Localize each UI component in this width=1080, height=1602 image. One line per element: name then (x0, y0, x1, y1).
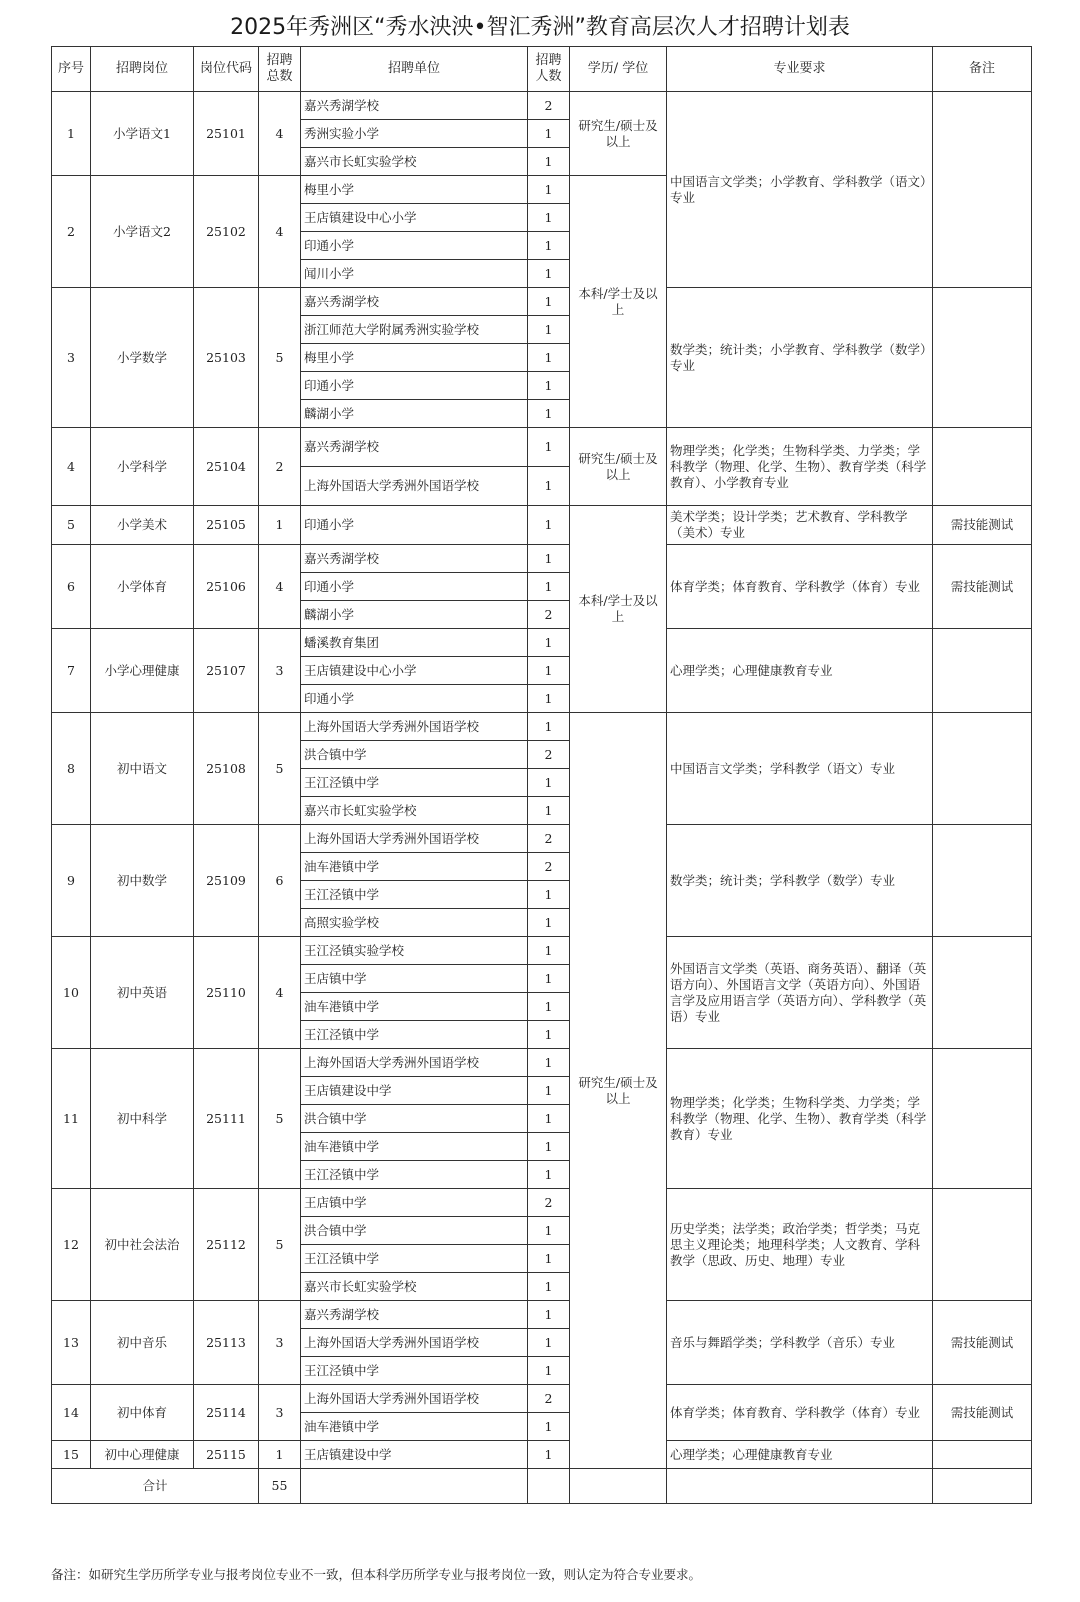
remark-cell: 需技能测试 (933, 1385, 1032, 1441)
unit-cell: 麟湖小学 (301, 601, 528, 629)
post-code: 25106 (194, 545, 259, 629)
count-cell: 1 (528, 1273, 570, 1301)
unit-cell: 嘉兴秀湖学校 (301, 288, 528, 316)
unit-cell: 上海外国语大学秀洲外国语学校 (301, 1329, 528, 1357)
post-code: 25108 (194, 713, 259, 825)
count-cell: 1 (528, 713, 570, 741)
post-total: 1 (259, 1441, 301, 1469)
post-no: 5 (52, 506, 91, 545)
count-cell: 1 (528, 1133, 570, 1161)
post-no: 2 (52, 176, 91, 288)
count-cell: 1 (528, 428, 570, 467)
table-row (52, 825, 1032, 853)
count-cell: 1 (528, 467, 570, 506)
header-total: 招聘总数 (259, 47, 301, 92)
post-code: 25113 (194, 1301, 259, 1385)
unit-cell: 嘉兴秀湖学校 (301, 92, 528, 120)
total-value: 55 (259, 1469, 301, 1504)
post-total: 5 (259, 1049, 301, 1189)
count-cell: 1 (528, 260, 570, 288)
unit-cell: 油车港镇中学 (301, 1413, 528, 1441)
count-cell: 2 (528, 741, 570, 769)
post-code: 25109 (194, 825, 259, 937)
post-name: 小学科学 (91, 428, 194, 506)
empty-cell (528, 1469, 570, 1504)
major-cell: 体育学类；体育教育、学科教学（体育）专业 (667, 545, 933, 629)
post-total: 4 (259, 545, 301, 629)
major-cell: 数学类；统计类；小学教育、学科教学（数学）专业 (667, 288, 933, 428)
remark-cell (933, 1189, 1032, 1301)
header-remark: 备注 (933, 47, 1032, 92)
count-cell: 2 (528, 825, 570, 853)
header-edu: 学历/ 学位 (570, 47, 667, 92)
count-cell: 1 (528, 1413, 570, 1441)
count-cell: 1 (528, 1245, 570, 1273)
remark-cell (933, 937, 1032, 1049)
post-total: 4 (259, 937, 301, 1049)
post-name: 初中数学 (91, 825, 194, 937)
unit-cell: 浙江师范大学附属秀洲实验学校 (301, 316, 528, 344)
count-cell: 1 (528, 344, 570, 372)
remark-cell (933, 92, 1032, 288)
unit-cell: 王江泾镇中学 (301, 1245, 528, 1273)
unit-cell: 闻川小学 (301, 260, 528, 288)
unit-cell: 印通小学 (301, 372, 528, 400)
post-code: 25103 (194, 288, 259, 428)
count-cell: 2 (528, 92, 570, 120)
count-cell: 1 (528, 797, 570, 825)
unit-cell: 嘉兴市长虹实验学校 (301, 797, 528, 825)
unit-cell: 梅里小学 (301, 344, 528, 372)
table-row (52, 1385, 1032, 1413)
unit-cell: 秀洲实验小学 (301, 120, 528, 148)
major-cell: 物理学类；化学类；生物科学类、力学类；学科教学（物理、化学、生物）、教育学类（科学教育）、小学教育专业 (667, 428, 933, 506)
major-cell: 心理学类；心理健康教育专业 (667, 1441, 933, 1469)
post-total: 6 (259, 825, 301, 937)
unit-cell: 王江泾镇中学 (301, 1357, 528, 1385)
recruitment-table-container (51, 46, 1031, 1504)
count-cell: 1 (528, 685, 570, 713)
unit-cell: 油车港镇中学 (301, 993, 528, 1021)
count-cell: 1 (528, 909, 570, 937)
post-total: 2 (259, 428, 301, 506)
remark-cell (933, 629, 1032, 713)
count-cell: 1 (528, 372, 570, 400)
major-cell: 体育学类；体育教育、学科教学（体育）专业 (667, 1385, 933, 1441)
post-no: 4 (52, 428, 91, 506)
post-name: 初中英语 (91, 937, 194, 1049)
count-cell: 1 (528, 1357, 570, 1385)
count-cell: 1 (528, 316, 570, 344)
count-cell: 1 (528, 657, 570, 685)
edu-cell: 研究生/硕士及以上 (570, 713, 667, 1469)
unit-cell: 麟湖小学 (301, 400, 528, 428)
post-code: 25105 (194, 506, 259, 545)
edu-cell: 研究生/硕士及以上 (570, 92, 667, 176)
empty-cell (667, 1469, 933, 1504)
table-row (52, 937, 1032, 965)
post-no: 7 (52, 629, 91, 713)
remark-cell (933, 1441, 1032, 1469)
post-no: 8 (52, 713, 91, 825)
count-cell: 1 (528, 769, 570, 797)
table-row (52, 428, 1032, 467)
count-cell: 1 (528, 400, 570, 428)
edu-cell: 本科/学士及以上 (570, 176, 667, 428)
count-cell: 1 (528, 993, 570, 1021)
unit-cell: 王江泾镇实验学校 (301, 937, 528, 965)
major-cell: 数学类；统计类；学科教学（数学）专业 (667, 825, 933, 937)
edu-cell: 本科/学士及以上 (570, 506, 667, 713)
post-no: 9 (52, 825, 91, 937)
post-no: 15 (52, 1441, 91, 1469)
unit-cell: 王店镇建设中学 (301, 1077, 528, 1105)
unit-cell: 印通小学 (301, 506, 528, 545)
unit-cell: 嘉兴秀湖学校 (301, 545, 528, 573)
unit-cell: 王店镇中学 (301, 1189, 528, 1217)
unit-cell: 上海外国语大学秀洲外国语学校 (301, 1385, 528, 1413)
table-row (52, 1441, 1032, 1469)
unit-cell: 印通小学 (301, 573, 528, 601)
post-total: 5 (259, 713, 301, 825)
header-major: 专业要求 (667, 47, 933, 92)
post-no: 10 (52, 937, 91, 1049)
count-cell: 1 (528, 881, 570, 909)
count-cell: 2 (528, 1189, 570, 1217)
count-cell: 1 (528, 204, 570, 232)
unit-cell: 梅里小学 (301, 176, 528, 204)
unit-cell: 王店镇中学 (301, 965, 528, 993)
empty-cell (301, 1469, 528, 1504)
post-name: 初中语文 (91, 713, 194, 825)
header-row (52, 47, 1032, 92)
table-row (52, 288, 1032, 316)
post-code: 25115 (194, 1441, 259, 1469)
unit-cell: 蟠溪教育集团 (301, 629, 528, 657)
post-total: 4 (259, 176, 301, 288)
table-row (52, 713, 1032, 741)
post-no: 3 (52, 288, 91, 428)
post-name: 初中心理健康 (91, 1441, 194, 1469)
post-name: 初中社会法治 (91, 1189, 194, 1301)
major-cell: 音乐与舞蹈学类；学科教学（音乐）专业 (667, 1301, 933, 1385)
major-cell: 中国语言文学类；小学教育、学科教学（语文）专业 (667, 92, 933, 288)
remark-cell: 需技能测试 (933, 1301, 1032, 1385)
remark-cell: 需技能测试 (933, 545, 1032, 629)
post-code: 25101 (194, 92, 259, 176)
unit-cell: 上海外国语大学秀洲外国语学校 (301, 825, 528, 853)
total-label: 合计 (52, 1469, 259, 1504)
unit-cell: 油车港镇中学 (301, 853, 528, 881)
count-cell: 1 (528, 629, 570, 657)
major-cell: 物理学类；化学类；生物科学类、力学类；学科教学（物理、化学、生物）、教育学类（科学教育）专业 (667, 1049, 933, 1189)
post-code: 25111 (194, 1049, 259, 1189)
post-no: 1 (52, 92, 91, 176)
count-cell: 1 (528, 1049, 570, 1077)
remark-cell (933, 713, 1032, 825)
count-cell: 1 (528, 937, 570, 965)
empty-cell (933, 1469, 1032, 1504)
major-cell: 外国语言文学类（英语、商务英语）、翻译（英语方向）、外国语言文学（英语方向）、外国语言学及应用语言学（英语方向）、学科教学（英语）专业 (667, 937, 933, 1049)
table-row (52, 92, 1032, 120)
count-cell: 1 (528, 1021, 570, 1049)
count-cell: 1 (528, 965, 570, 993)
unit-cell: 高照实验学校 (301, 909, 528, 937)
footnote: 备注：如研究生学历所学专业与报考岗位专业不一致，但本科学历所学专业与报考岗位一致，则认定为符合专业要求。 (51, 1567, 702, 1582)
count-cell: 1 (528, 506, 570, 545)
recruitment-table (51, 46, 1032, 1504)
count-cell: 2 (528, 601, 570, 629)
major-cell: 美术学类；设计学类；艺术教育、学科教学（美术）专业 (667, 506, 933, 545)
count-cell: 1 (528, 148, 570, 176)
count-cell: 1 (528, 176, 570, 204)
unit-cell: 王店镇建设中学 (301, 1441, 528, 1469)
post-name: 小学体育 (91, 545, 194, 629)
unit-cell: 上海外国语大学秀洲外国语学校 (301, 713, 528, 741)
post-no: 14 (52, 1385, 91, 1441)
post-total: 3 (259, 629, 301, 713)
empty-cell (570, 1469, 667, 1504)
post-name: 初中体育 (91, 1385, 194, 1441)
remark-cell (933, 825, 1032, 937)
count-cell: 1 (528, 1301, 570, 1329)
count-cell: 1 (528, 1105, 570, 1133)
header-unit: 招聘单位 (301, 47, 528, 92)
count-cell: 1 (528, 1329, 570, 1357)
post-code: 25107 (194, 629, 259, 713)
count-cell: 1 (528, 1441, 570, 1469)
page-title: 2025年秀洲区“秀水泱泱•智汇秀洲”教育高层次人才招聘计划表 (230, 15, 850, 40)
header-count: 招聘人数 (528, 47, 570, 92)
unit-cell: 王店镇建设中心小学 (301, 657, 528, 685)
count-cell: 1 (528, 288, 570, 316)
unit-cell: 上海外国语大学秀洲外国语学校 (301, 467, 528, 506)
unit-cell: 洪合镇中学 (301, 1105, 528, 1133)
unit-cell: 上海外国语大学秀洲外国语学校 (301, 1049, 528, 1077)
unit-cell: 油车港镇中学 (301, 1133, 528, 1161)
table-row (52, 1189, 1032, 1217)
count-cell: 1 (528, 545, 570, 573)
post-total: 3 (259, 1385, 301, 1441)
unit-cell: 王江泾镇中学 (301, 1021, 528, 1049)
post-name: 小学数学 (91, 288, 194, 428)
unit-cell: 嘉兴市长虹实验学校 (301, 1273, 528, 1301)
post-code: 25104 (194, 428, 259, 506)
header-code: 岗位代码 (194, 47, 259, 92)
header-position: 招聘岗位 (91, 47, 194, 92)
post-total: 5 (259, 1189, 301, 1301)
unit-cell: 洪合镇中学 (301, 741, 528, 769)
post-name: 小学语文2 (91, 176, 194, 288)
unit-cell: 洪合镇中学 (301, 1217, 528, 1245)
post-code: 25112 (194, 1189, 259, 1301)
major-cell: 历史学类；法学类；政治学类；哲学类；马克思主义理论类；地理科学类；人文教育、学科教学（思政、历史、地理）专业 (667, 1189, 933, 1301)
count-cell: 1 (528, 1217, 570, 1245)
table-row (52, 1049, 1032, 1077)
post-total: 5 (259, 288, 301, 428)
post-code: 25110 (194, 937, 259, 1049)
post-total: 1 (259, 506, 301, 545)
post-name: 小学心理健康 (91, 629, 194, 713)
post-no: 11 (52, 1049, 91, 1189)
count-cell: 2 (528, 853, 570, 881)
unit-cell: 嘉兴秀湖学校 (301, 1301, 528, 1329)
major-cell: 心理学类；心理健康教育专业 (667, 629, 933, 713)
post-name: 初中音乐 (91, 1301, 194, 1385)
count-cell: 1 (528, 1077, 570, 1105)
count-cell: 1 (528, 120, 570, 148)
post-code: 25114 (194, 1385, 259, 1441)
post-no: 13 (52, 1301, 91, 1385)
post-no: 6 (52, 545, 91, 629)
header-no: 序号 (52, 47, 91, 92)
post-name: 小学美术 (91, 506, 194, 545)
count-cell: 1 (528, 1161, 570, 1189)
unit-cell: 嘉兴市长虹实验学校 (301, 148, 528, 176)
unit-cell: 王江泾镇中学 (301, 1161, 528, 1189)
unit-cell: 王江泾镇中学 (301, 881, 528, 909)
post-name: 初中科学 (91, 1049, 194, 1189)
post-total: 4 (259, 92, 301, 176)
post-total: 3 (259, 1301, 301, 1385)
remark-cell: 需技能测试 (933, 506, 1032, 545)
unit-cell: 印通小学 (301, 232, 528, 260)
post-no: 12 (52, 1189, 91, 1301)
unit-cell: 王江泾镇中学 (301, 769, 528, 797)
unit-cell: 印通小学 (301, 685, 528, 713)
edu-cell: 研究生/硕士及以上 (570, 428, 667, 506)
table-row (52, 506, 1032, 545)
remark-cell (933, 288, 1032, 428)
remark-cell (933, 1049, 1032, 1189)
table-row (52, 545, 1032, 573)
count-cell: 1 (528, 573, 570, 601)
post-code: 25102 (194, 176, 259, 288)
remark-cell (933, 428, 1032, 506)
table-row (52, 1301, 1032, 1329)
table-row (52, 629, 1032, 657)
major-cell: 中国语言文学类；学科教学（语文）专业 (667, 713, 933, 825)
unit-cell: 嘉兴秀湖学校 (301, 428, 528, 467)
total-row (52, 1469, 1032, 1504)
count-cell: 2 (528, 1385, 570, 1413)
count-cell: 1 (528, 232, 570, 260)
unit-cell: 王店镇建设中心小学 (301, 204, 528, 232)
post-name: 小学语文1 (91, 92, 194, 176)
